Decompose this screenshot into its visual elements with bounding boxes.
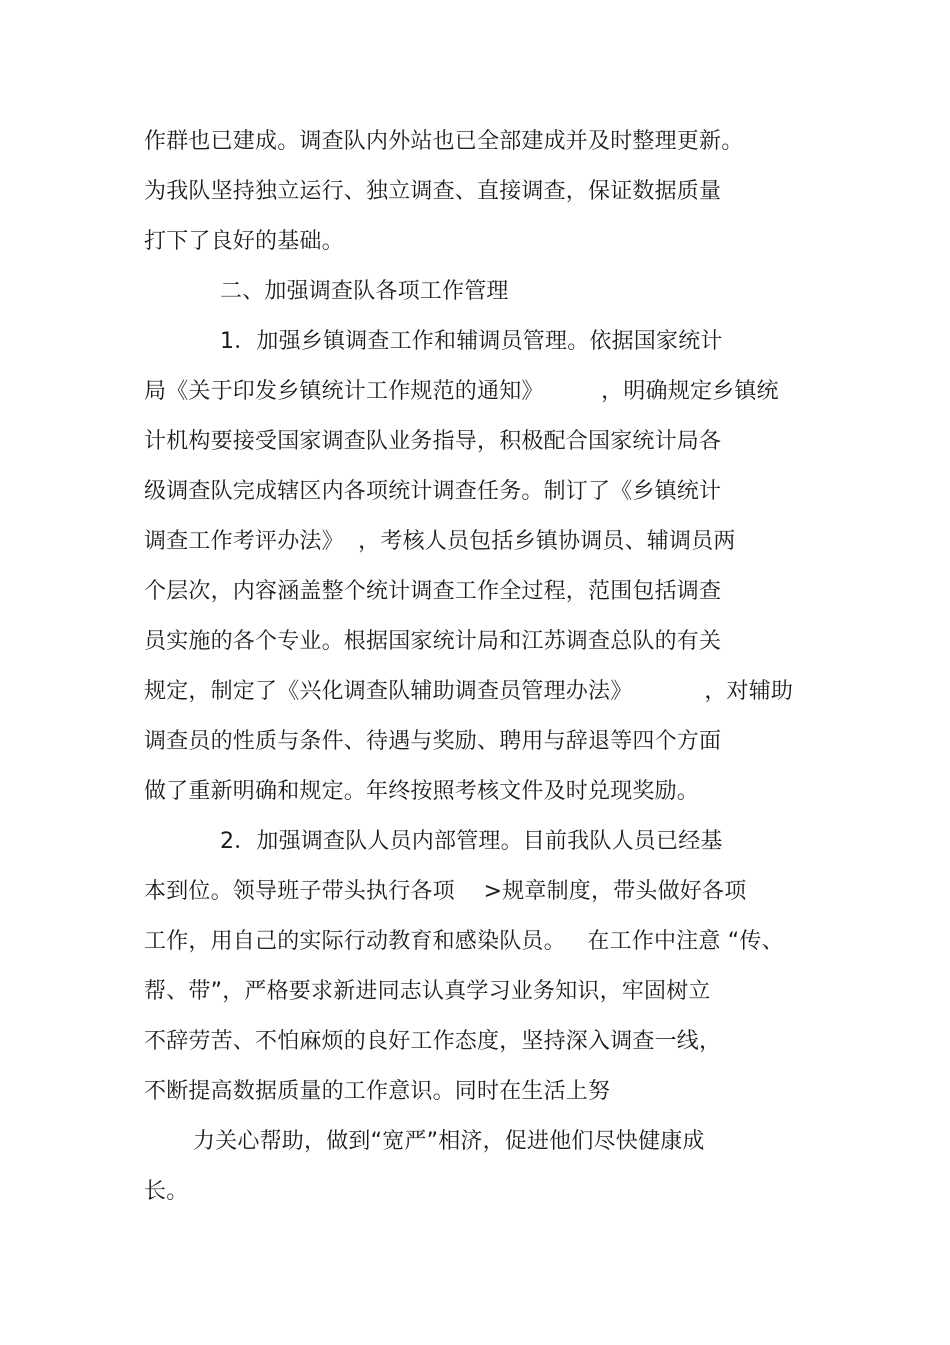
text-line: 为我队坚持独立运行、独立调查、直接调查，保证数据质量 (144, 179, 722, 204)
text-line: 打下了良好的基础。 (144, 229, 344, 254)
text-line: 级调查队完成辖区内各项统计调查任务。制订了《乡镇统计 (144, 479, 722, 504)
text-line: 局《关于印发乡镇统计工作规范的通知》 ，明确规定乡镇统 (144, 379, 779, 404)
text-line: 调查工作考评办法》 ，考核人员包括乡镇协调员、辅调员两 (144, 529, 736, 554)
text-line: 长。 (144, 1179, 189, 1204)
text-line: 计机构要接受国家调查队业务指导，积极配合国家统计局各 (144, 429, 722, 454)
text-line: 规定，制定了《兴化调查队辅助调查员管理办法》 ，对辅助 (144, 679, 794, 704)
text-line: 调查员的性质与条件、待遇与奖励、聘用与辞退等四个方面 (144, 729, 722, 754)
text-line: 不断提高数据质量的工作意识。同时在生活上努 (144, 1079, 611, 1104)
text-line: 2．加强调查队人员内部管理。目前我队人员已经基 (220, 829, 723, 854)
text-line: 帮、带”，严格要求新进同志认真学习业务知识，牢固树立 (144, 979, 711, 1004)
text-line: 力关心帮助，做到“宽严”相济，促进他们尽快健康成 (193, 1129, 705, 1154)
text-line: 工作，用自己的实际行动教育和感染队员。 在工作中注意 “传、 (144, 929, 784, 954)
text-line: 本到位。领导班子带头执行各项 >规章制度，带头做好各项 (144, 879, 747, 904)
section-heading: 二、加强调查队各项工作管理 (220, 279, 509, 304)
text-line: 不辞劳苦、不怕麻烦的良好工作态度，坚持深入调查一线， (144, 1029, 722, 1054)
text-line: 作群也已建成。调查队内外站也已全部建成并及时整理更新。 (144, 129, 744, 154)
text-line: 员实施的各个专业。根据国家统计局和江苏调查总队的有关 (144, 629, 722, 654)
text-line: 个层次，内容涵盖整个统计调查工作全过程，范围包括调查 (144, 579, 722, 604)
text-line: 1．加强乡镇调查工作和辅调员管理。依据国家统计 (220, 329, 723, 354)
text-line: 做了重新明确和规定。年终按照考核文件及时兑现奖励。 (144, 779, 700, 804)
